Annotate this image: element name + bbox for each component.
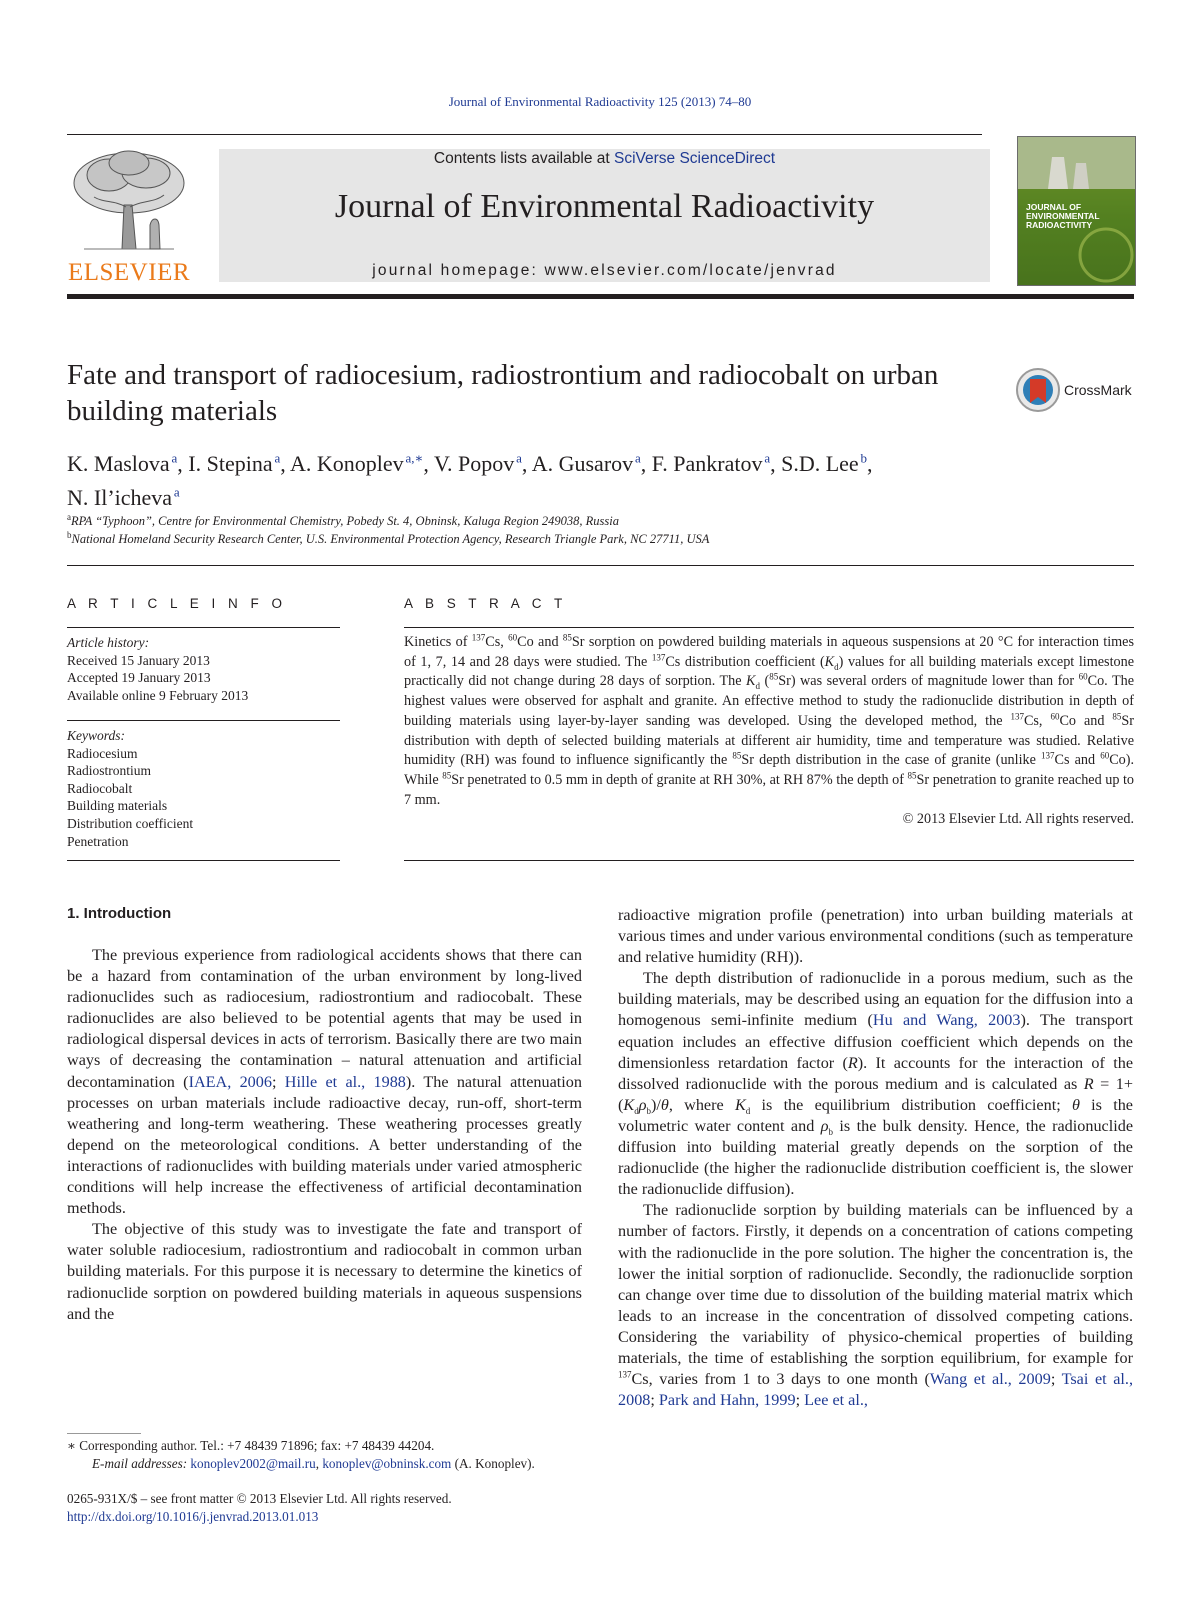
affiliation-marker[interactable]: a,∗ [405,451,424,466]
affiliation-marker[interactable]: a [171,451,178,466]
keyword-item: Distribution coefficient [67,815,194,831]
email-link-1[interactable]: konoplev2002@mail.ru [190,1455,316,1471]
history-received: Received 15 January 2013 [67,652,210,668]
author-3[interactable] [290,451,423,476]
intro-paragraph-3: radioactive migration profile (penetration) into urban building materials at various times and under various environmental conditions (such as temperature and relative humidity (RH)). [618,906,1133,967]
affiliation-label: a [67,512,71,522]
crossmark-badge[interactable] [1015,367,1145,413]
elsevier-logo[interactable] [64,145,194,287]
email-line: E-mail addresses: konoplev2002@mail.ru, konoplev@obninsk.com (A. Konoplev). [92,1455,535,1471]
author-name: F. Pankratov [651,451,763,477]
keywords-block [67,727,340,850]
author-name: A. Gusarov [531,451,634,477]
sciencedirect-link[interactable]: SciVerse ScienceDirect [613,150,776,167]
author-1[interactable] [67,451,177,476]
header-thick-rule [67,294,1134,299]
ref-link-lee[interactable]: Lee et al., [804,1391,868,1410]
ref-link-hille-1988[interactable]: Hille et al., 1988 [284,1072,406,1091]
corresponding-author-footnote [67,1437,587,1472]
keyword-item: Radiocobalt [67,780,133,796]
article-history-heading: Article history: [67,635,150,650]
article-info-label: A R T I C L E I N F O [67,596,287,611]
abstract-label: A B S T R A C T [404,596,567,611]
author-6[interactable] [652,451,770,476]
abstract-body: Kinetics of $^{137}$Cs, $^{60}$Co and $^{85}$Sr sorption on powdered building materials in aqueous suspensions at 20 °C for interaction times of 1, 7, 14 and 28 days were studied. The $^{137}$Cs distribution coefficient $(K_d)$ values for all building materials except limestone practically did not change during 28 days of sorption. The $K_d$ ($^{85}$Sr) was several orders of magnitude lower than for $^{60}$Co. The highest values were observed for asphalt and granite. An effective method to study the radionuclide distribution in depth of building materials using layer-by-layer sanding was developed. Using the developed method, the $^{137}$Cs, $^{60}$Co and $^{85}$Sr distribution with depth of selected building materials at different air humidity, time and temperature was studied. Relative humidity (RH) was found to influence significantly the $^{85}$Sr depth distribution in the case of granite (unlike $^{137}$Cs and $^{60}$Co). While $^{85}$Sr penetrated to 0.5 mm in depth of granite at RH 30%, at RH 87% the depth of $^{85}$Sr penetration to granite reached up to 7 mm. © 2013 Elsevier Ltd. All rights reserved. [404,633,1134,830]
keyword-item: Building materials [67,798,168,814]
keywords-rule [67,720,340,721]
ref-link-tsai-2008[interactable]: Tsai et al., 2008 [618,1370,1133,1410]
journal-homepage[interactable]: journal homepage: www.elsevier.com/locate/jenvrad [372,262,837,279]
affiliation-marker[interactable]: a [274,451,281,466]
article-info-rule [67,627,340,628]
top-rule [67,134,982,135]
keywords-heading: Keywords: [67,728,125,743]
elsevier-wordmark: ELSEVIER [67,259,191,286]
author-2[interactable] [188,451,280,476]
email-link-2[interactable]: konoplev@obninsk.com [322,1455,452,1471]
ref-link-hu-wang-2003[interactable]: Hu and Wang, 2003 [872,1011,1021,1030]
article-history [67,634,340,704]
article-title: Fate and transport of radiocesium, radiostrontium and radiocobalt on urban building materials [67,359,939,427]
affiliation-marker[interactable]: b [860,451,868,466]
affiliation-text: RPA “Typhoon”, Centre for Environmental Chemistry, Pobedy St. 4, Obninsk, Kaluga Region 249038, Russia [71,514,620,529]
contents-line [219,150,990,168]
journal-title: Journal of Environmental Radioactivity [334,188,875,225]
intro-paragraph-4: The depth distribution of radionuclide in a porous medium, such as the building materials, may be described using an equation for the diffusion into a homogenous semi-infinite medium (Hu and Wang, 2003). The transport equation includes an effective diffusion coefficient which depends on the dimensionless retardation factor (R). It accounts for the interaction of the dissolved radionuclide with the porous medium and is calculated as $R = 1+(K_d\rho_b)/\theta$, where $K_d$ is the equilibrium distribution coefficient; θ is the volumetric water content and $\rho_b$ is the bulk density. Hence, the radionuclide diffusion into building material greatly depends on the sorption of the radionuclide (the higher the radionuclide distribution coefficient is, the slower the radionuclide diffusion). [618,969,1134,1199]
footnote-rule [67,1433,141,1434]
author-list: K. Maslova $^a$, I. Stepina $^a$, A. Konoplev $^{a,∗}$, V. Popov $^a$, A. Gusarov $^a$, F. Pankratov $^a$, S.D. Lee $^b$, N. Il’icheva $^a$ [67,451,873,510]
journal-citation[interactable]: Journal of Environmental Radioactivity 125 (2013) 74–80 [448,94,752,109]
author-5[interactable] [532,451,641,476]
affiliation-marker[interactable]: a [516,451,522,466]
author-name: A. Konoplev [290,451,404,477]
keyword-item: Radiostrontium [67,763,151,779]
affiliation-a [67,512,619,529]
intro-paragraph-2: The objective of this study was to investigate the fate and transport of water soluble radiocesium, radiostrontium and radiocobalt in common urban building materials. For this purpose it is necessary to determine the kinetics of radionuclide sorption on powdered building materials in aqueous suspensions and the [67,1220,582,1323]
affiliation-label: b [67,530,72,540]
affiliation-b [67,530,709,547]
author-8[interactable] [67,485,180,510]
abstract-bottom-rule [404,860,1134,861]
affiliation-marker[interactable]: a [764,451,771,466]
keyword-item: Radiocesium [67,745,138,761]
affiliation-text: National Homeland Security Research Center, U.S. Environmental Protection Agency, Research Triangle Park, NC 27711, USA [71,532,710,547]
affiliation-marker[interactable]: a [173,484,180,500]
author-name: V. Popov [434,451,515,477]
journal-cover-thumbnail[interactable] [1017,136,1136,286]
author-7[interactable] [781,451,867,476]
author-name: I. Stepina [188,451,273,477]
intro-paragraph-1: The previous experience from radiological accidents shows that there can be a hazard from contamination of the urban environment by long-lived radionuclides such as radiocesium, radiostrontium and radiocobalt. These radionuclides are also believed to be potential agents that may be used in radiological dispersal devices in acts of terrorism. Basically there are two main ways of decreasing the contamination – natural attenuation and artificial decontamination (IAEA, 2006; Hille et al., 1988). The natural attenuation processes on urban materials include radioactive decay, run-off, short-term weathering and long-term weathering. These weathering processes greatly depend on the meteorological conditions. A better understanding of the interactions of radionuclides with building materials under varied atmospheric conditions will help increase the effectiveness of artificial decontamination methods. [67,946,582,1218]
crossmark-icon [1015,367,1061,413]
intro-paragraph-5: The radionuclide sorption by building materials can be influenced by a number of factors. Firstly, it depends on a concentration of cations competing with the radionuclide in the pore solution. The higher the concentration is, the lower the initial sorption of radionuclide. Secondly, the radionuclide sorption can change over time due to dissolution of the building material matrix which leads to an increase in the concentration of dissolved competing cations. Considering the variability of physico-chemical properties of building materials, the time of establishing the sorption equilibrium, for example for $^{137}$Cs, varies from 1 to 3 days to one month (Wang et al., 2009; Tsai et al., 2008; Park and Hahn, 1999; Lee et al., [618,1201,1133,1410]
ref-link-iaea-2006[interactable]: IAEA, 2006 [188,1072,272,1091]
issn-line: 0265-931X/$ – see front matter © 2013 Elsevier Ltd. All rights reserved. [67,1491,452,1506]
ref-link-park-hahn-1999[interactable]: Park and Hahn, 1999 [658,1391,796,1410]
keyword-item: Penetration [67,833,129,849]
abstract-copyright: © 2013 Elsevier Ltd. All rights reserved. [902,811,1134,828]
cover-title: JOURNAL OF ENVIRONMENTAL RADIOACTIVITY [1026,202,1100,230]
section-divider [67,565,1134,566]
front-matter [67,1490,667,1525]
author-4[interactable] [434,451,522,476]
contents-prefix: Contents lists available at [433,150,614,167]
corresponding-author-contact: ∗ Corresponding author. Tel.: +7 48439 71896; fax: +7 48439 44204. [67,1438,435,1453]
email-label: E-mail addresses: [92,1455,188,1471]
body-column-left [67,905,582,1325]
history-online: Available online 9 February 2013 [67,687,249,703]
affiliation-marker[interactable]: a [635,451,641,466]
abstract-top-rule [404,627,1134,628]
section-heading-introduction: 1. Introduction [67,905,172,922]
author-name: K. Maslova [67,451,170,477]
history-accepted: Accepted 19 January 2013 [67,670,211,686]
ref-link-wang-2009[interactable]: Wang et al., 2009 [929,1370,1051,1389]
doi-link[interactable]: http://dx.doi.org/10.1016/j.jenvrad.2013.01.013 [67,1508,319,1524]
article-info-bottom-rule [67,860,340,861]
crossmark-label: CrossMark [1064,382,1132,398]
body-column-right [618,905,1133,1411]
author-name: S.D. Lee [781,451,859,477]
author-name: N. Il’icheva [67,484,173,510]
elsevier-tree-icon [64,145,194,257]
